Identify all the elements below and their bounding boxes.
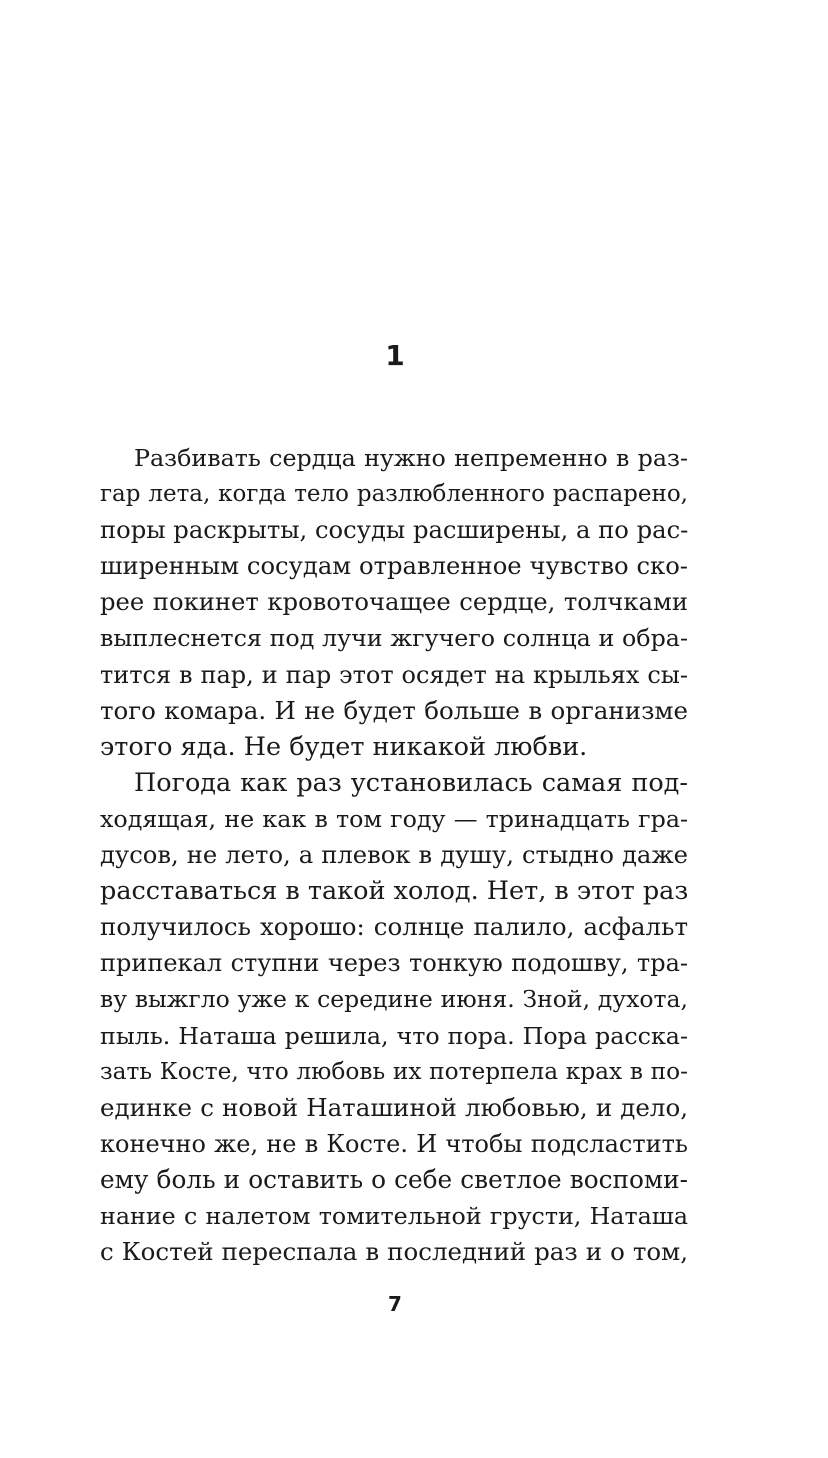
text-line: дусов, не лето, а плевок в душу, стыдно даже <box>100 840 688 870</box>
text-line: ву выжгло уже к середине июня. Зной, духота, <box>100 985 688 1014</box>
paragraph-1 <box>100 440 688 765</box>
text-line: поры раскрыты, сосуды расширены, а по рас- <box>100 515 688 545</box>
text-line: того комара. И не будет больше в организме <box>100 695 688 725</box>
text-line: выплеснется под лучи жгучего солнца и обра- <box>100 624 688 653</box>
chapter-number: 1 <box>385 339 405 372</box>
text-line: ему боль и оставить о себе светлое воспоми- <box>100 1164 688 1194</box>
text-line: конечно же, не в Косте. И чтобы подсластить <box>100 1129 688 1158</box>
body-text <box>100 440 688 1270</box>
text-line: единке с новой Наташиной любовью, и дело, <box>100 1092 688 1122</box>
text-line: этого яда. Не будет никакой любви. <box>100 731 588 762</box>
text-line: пыль. Наташа решила, что пора. Пора расска- <box>100 1021 688 1050</box>
text-line: получилось хорошо: солнце палило, асфальт <box>100 912 688 942</box>
page-number: 7 <box>388 1292 402 1316</box>
text-line: зать Косте, что любовь их потерпела крах в по- <box>100 1057 688 1085</box>
text-line: Погода как раз установилась самая под- <box>134 767 688 798</box>
text-line: Разбивать сердца нужно непременно в раз- <box>134 444 688 472</box>
text-line: припекал ступни через тонкую подошву, тра- <box>100 949 688 978</box>
paragraph-2 <box>100 765 688 1270</box>
text-line: ширенным сосудам отравленное чувство ско- <box>100 551 688 581</box>
text-line: рее покинет кровоточащее сердце, толчками <box>100 587 688 617</box>
text-line: ходящая, не как в том году — тринадцать гра- <box>100 804 688 833</box>
text-line: с Костей переспала в последний раз и о том, <box>100 1237 688 1267</box>
text-line: тится в пар, и пар этот осядет на крыльях сы- <box>100 660 688 689</box>
text-line: расставаться в такой холод. Нет, в этот раз <box>100 876 688 907</box>
text-line: гар лета, когда тело разлюбленного распарено, <box>100 481 688 508</box>
text-line: нание с налетом томительной грусти, Наташа <box>100 1201 688 1230</box>
